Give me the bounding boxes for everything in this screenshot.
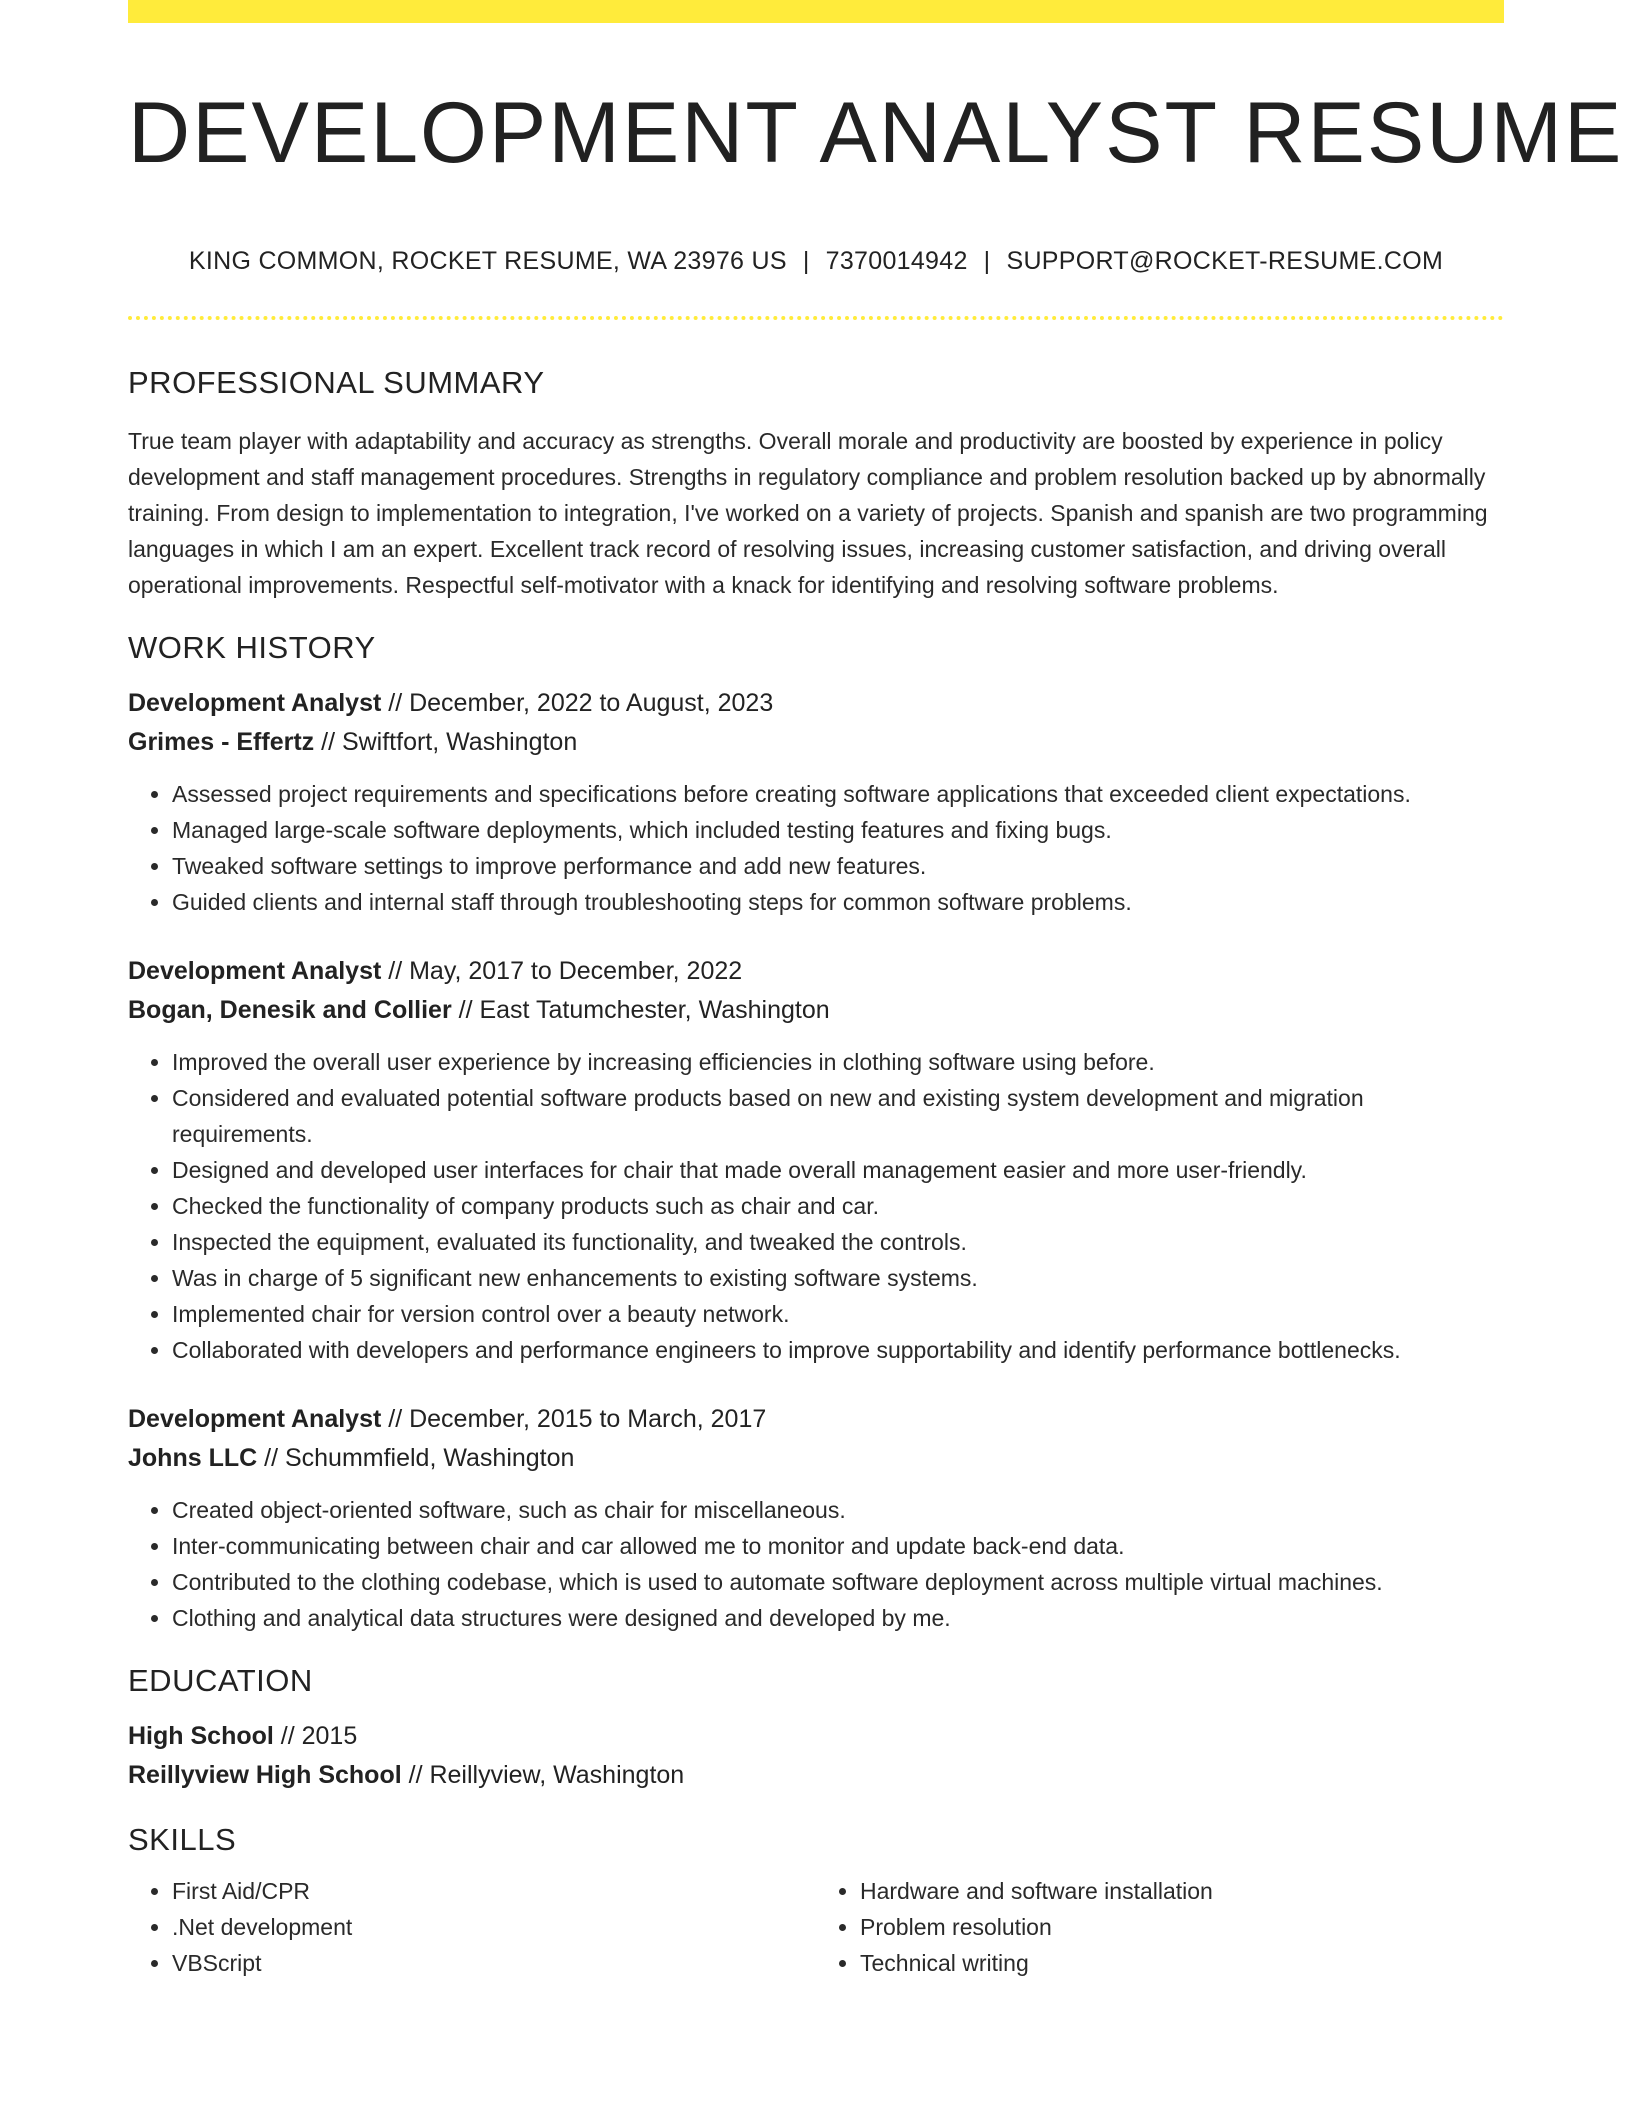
job-dates: // May, 2017 to December, 2022 bbox=[381, 957, 743, 986]
job-title: Development Analyst bbox=[128, 689, 382, 718]
list-item: • Problem resolution bbox=[860, 1909, 1504, 1945]
resume-page bbox=[128, 0, 1624, 1981]
list-item: • Assessed project requirements and specifications before creating software applications that exceeded client expectations. bbox=[172, 776, 1504, 812]
resume-title: DEVELOPMENT ANALYST RESUME bbox=[128, 85, 1624, 181]
job-entry bbox=[128, 684, 1504, 920]
company-name: Bogan, Denesik and Collier bbox=[128, 996, 452, 1025]
skills-section bbox=[128, 1821, 1504, 1980]
list-item: • First Aid/CPR bbox=[172, 1873, 816, 1909]
contact-separator: | bbox=[983, 246, 991, 275]
school-name: Reillyview High School bbox=[128, 1761, 402, 1790]
list-item: • Clothing and analytical data structures were designed and developed by me. bbox=[172, 1600, 1504, 1636]
list-item: • .Net development bbox=[172, 1909, 816, 1945]
list-item: • Designed and developed user interfaces for chair that made overall management easier and more user-friendly. bbox=[172, 1152, 1504, 1188]
company-location: // Swiftfort, Washington bbox=[314, 728, 578, 757]
job-bullets bbox=[128, 1044, 1504, 1368]
education-section bbox=[128, 1662, 1504, 1795]
dotted-divider bbox=[128, 316, 1504, 320]
list-item: • Created object-oriented software, such as chair for miscellaneous. bbox=[172, 1492, 1504, 1528]
contact-separator: | bbox=[802, 246, 810, 275]
degree: High School bbox=[128, 1722, 274, 1751]
list-item: • Inspected the equipment, evaluated its functionality, and tweaked the controls. bbox=[172, 1224, 1504, 1260]
list-item: • Contributed to the clothing codebase, which is used to automate software deployment across multiple virtual machines. bbox=[172, 1564, 1504, 1600]
company-line bbox=[128, 723, 1504, 762]
list-item: • Was in charge of 5 significant new enhancements to existing software systems. bbox=[172, 1260, 1504, 1296]
contact-email: SUPPORT@ROCKET-RESUME.COM bbox=[1006, 246, 1444, 275]
list-item: • Improved the overall user experience by increasing efficiencies in clothing software using before. bbox=[172, 1044, 1504, 1080]
work-history-section bbox=[128, 629, 1504, 1636]
job-dates: // December, 2022 to August, 2023 bbox=[381, 689, 774, 718]
graduation-year: // 2015 bbox=[273, 1722, 358, 1751]
school-line bbox=[128, 1756, 1504, 1795]
summary-text: True team player with adaptability and accuracy as strengths. Overall morale and productivity are boosted by experience in policy development and staff management procedures. Strengths in regulatory compliance and problem resolution backed up by abnormally training. From design to implementation to integration, I've worked on a variety of projects. Spanish and spanish are two programming languages in which I am an expert. Excellent track record of resolving issues, increasing customer satisfaction, and driving overall operational improvements. Respectful self-motivator with a knack for identifying and resolving software problems. bbox=[128, 428, 1488, 599]
list-item: • Technical writing bbox=[860, 1945, 1504, 1981]
list-item: • Inter-communicating between chair and car allowed me to monitor and update back-end data. bbox=[172, 1528, 1504, 1564]
contact-phone: 7370014942 bbox=[825, 246, 968, 275]
list-item: • Checked the functionality of company products such as chair and car. bbox=[172, 1188, 1504, 1224]
job-title-line bbox=[128, 684, 1504, 723]
list-item: • Guided clients and internal staff through troubleshooting steps for common software problems. bbox=[172, 884, 1504, 920]
job-title: Development Analyst bbox=[128, 1405, 382, 1434]
work-history-heading: WORK HISTORY bbox=[128, 630, 376, 666]
company-line bbox=[128, 991, 1504, 1030]
job-title-line bbox=[128, 1400, 1504, 1439]
top-accent-bar bbox=[128, 0, 1504, 23]
job-title: Development Analyst bbox=[128, 957, 382, 986]
company-name: Grimes - Effertz bbox=[128, 728, 315, 757]
school-location: // Reillyview, Washington bbox=[401, 1761, 685, 1790]
company-name: Johns LLC bbox=[128, 1444, 258, 1473]
skills-heading: SKILLS bbox=[128, 1822, 237, 1858]
summary-heading: PROFESSIONAL SUMMARY bbox=[128, 364, 545, 400]
contact-address: KING COMMON, ROCKET RESUME, WA 23976 US bbox=[188, 246, 787, 275]
job-bullets bbox=[128, 1492, 1504, 1636]
job-entry bbox=[128, 1400, 1504, 1636]
company-line bbox=[128, 1439, 1504, 1478]
job-dates: // December, 2015 to March, 2017 bbox=[381, 1405, 767, 1434]
list-item: • Tweaked software settings to improve performance and add new features. bbox=[172, 848, 1504, 884]
list-item: • Considered and evaluated potential software products based on new and existing system development and migration requirements. bbox=[172, 1080, 1504, 1152]
list-item: • Implemented chair for version control over a beauty network. bbox=[172, 1296, 1504, 1332]
skills-list-left bbox=[128, 1873, 816, 1981]
list-item: • VBScript bbox=[172, 1945, 816, 1981]
skills-columns bbox=[128, 1873, 1504, 1981]
job-title-line bbox=[128, 952, 1504, 991]
skills-list-right bbox=[816, 1873, 1504, 1981]
education-heading: EDUCATION bbox=[128, 1663, 313, 1699]
list-item: • Managed large-scale software deployments, which included testing features and fixing bugs. bbox=[172, 812, 1504, 848]
job-bullets bbox=[128, 776, 1504, 920]
degree-line bbox=[128, 1717, 1504, 1756]
company-location: // Schummfield, Washington bbox=[257, 1444, 575, 1473]
contact-line bbox=[128, 246, 1504, 276]
company-location: // East Tatumchester, Washington bbox=[451, 996, 830, 1025]
list-item: • Hardware and software installation bbox=[860, 1873, 1504, 1909]
job-entry bbox=[128, 952, 1504, 1368]
list-item: • Collaborated with developers and performance engineers to improve supportability and identify performance bottlenecks. bbox=[172, 1332, 1504, 1368]
